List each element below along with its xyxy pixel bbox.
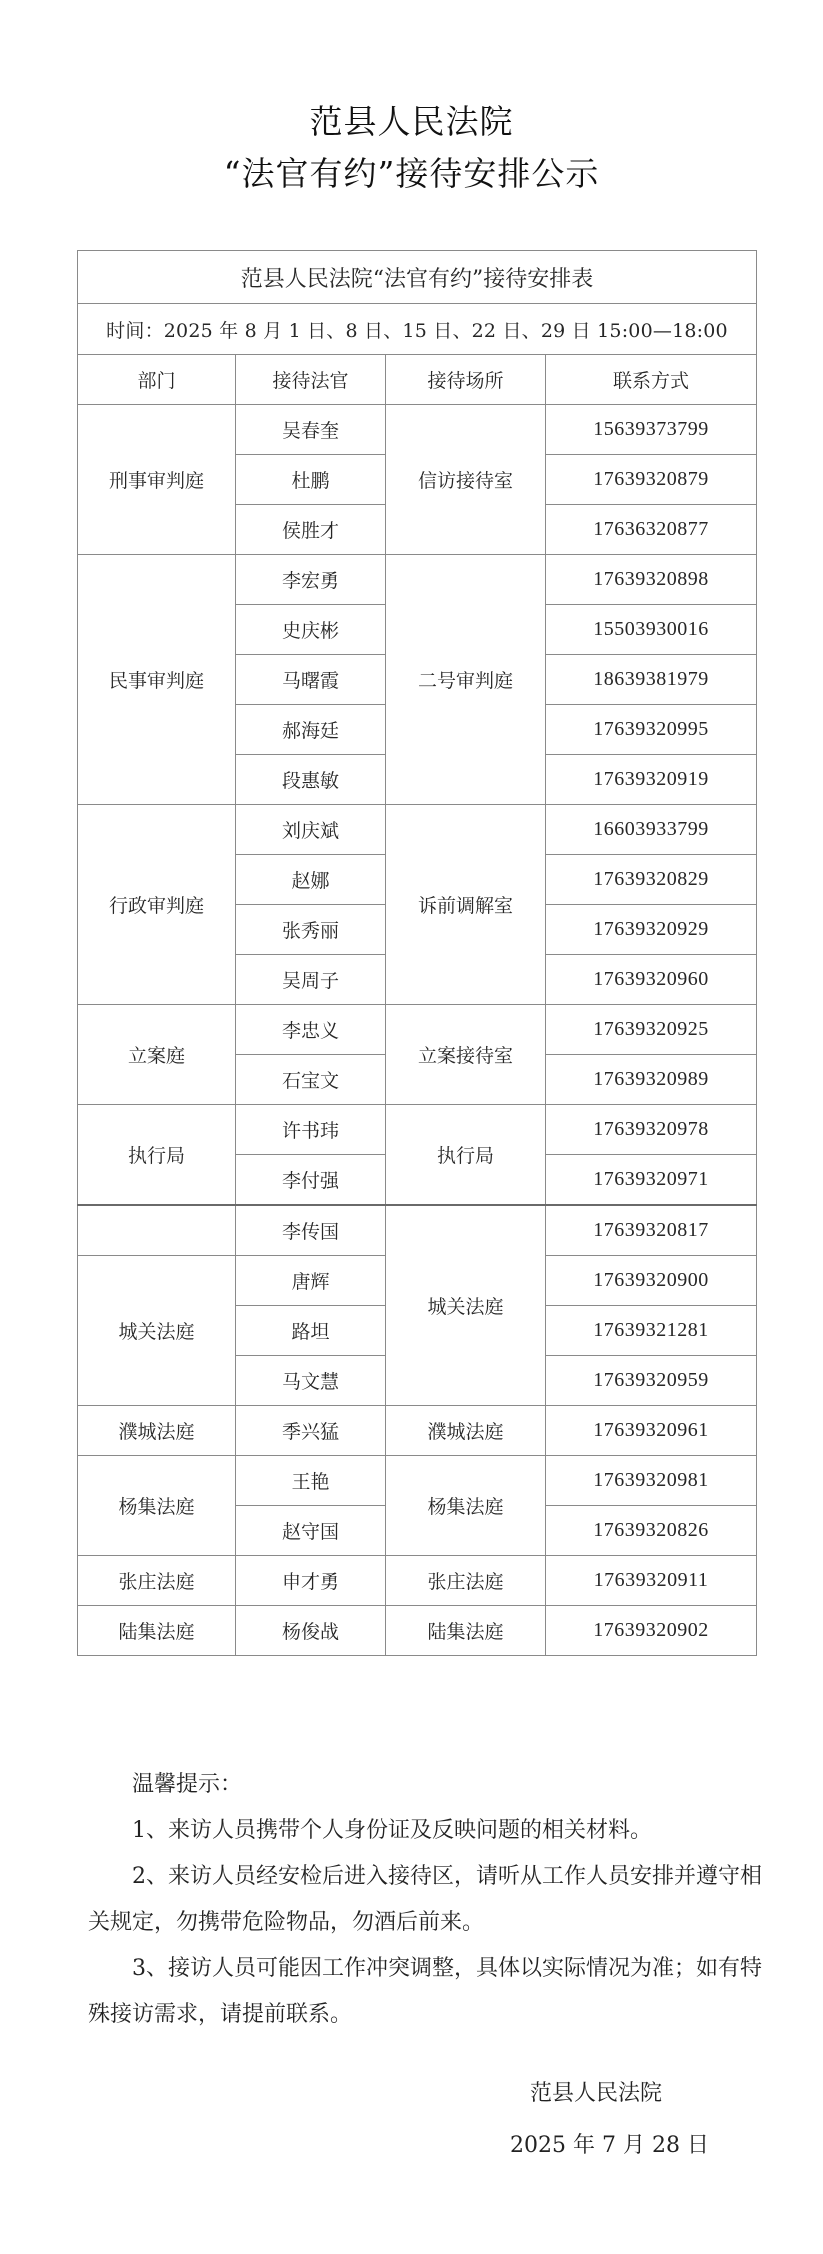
place-cell: 信访接待室 [386, 405, 546, 555]
dept-cell: 立案庭 [78, 1005, 236, 1105]
dept-cell: 民事审判庭 [78, 555, 236, 805]
dept-cell: 陆集法庭 [78, 1606, 236, 1656]
dept-cell: 张庄法庭 [78, 1556, 236, 1606]
phone-cell: 17639320829 [546, 855, 757, 905]
dept-cell: 杨集法庭 [78, 1456, 236, 1556]
column-header-phone: 联系方式 [546, 355, 757, 405]
phone-cell: 17639320925 [546, 1005, 757, 1055]
note-item-2: 2、来访人员经安检后进入接待区，请听从工作人员安排并遵守相关规定，勿携带危险物品，勿酒后前来。 [88, 1864, 762, 1935]
table-caption: 范县人民法院“法官有约”接待安排表 [78, 251, 757, 304]
judge-cell: 赵守国 [236, 1506, 386, 1556]
page-title: 范县人民法院 [309, 102, 514, 141]
judge-cell: 季兴猛 [236, 1406, 386, 1456]
phone-cell: 17639320929 [546, 905, 757, 955]
dept-cell-empty [78, 1205, 236, 1256]
judge-cell: 申才勇 [236, 1556, 386, 1606]
dept-cell: 城关法庭 [78, 1256, 236, 1406]
dept-cell: 执行局 [78, 1105, 236, 1206]
notes-section [88, 1762, 768, 2038]
place-cell: 执行局 [386, 1105, 546, 1206]
table-time-row [78, 304, 757, 355]
judge-cell: 李传国 [236, 1205, 386, 1256]
judge-cell: 王艳 [236, 1456, 386, 1506]
table-row [78, 1105, 757, 1155]
phone-cell: 17639320989 [546, 1055, 757, 1105]
dept-cell: 行政审判庭 [78, 805, 236, 1005]
phone-cell: 17639320902 [546, 1606, 757, 1656]
table-caption-row [78, 251, 757, 304]
phone-cell: 17639320971 [546, 1155, 757, 1206]
place-cell: 二号审判庭 [386, 555, 546, 805]
judge-cell: 吴周子 [236, 955, 386, 1005]
judge-cell: 吴春奎 [236, 405, 386, 455]
phone-cell: 17639320919 [546, 755, 757, 805]
dept-cell: 濮城法庭 [78, 1406, 236, 1456]
table-row [78, 1005, 757, 1055]
phone-cell: 17639320995 [546, 705, 757, 755]
dept-cell: 刑事审判庭 [78, 405, 236, 555]
signature-org: 范县人民法院 [530, 2081, 663, 2106]
judge-cell: 马曙霞 [236, 655, 386, 705]
judge-cell: 李付强 [236, 1155, 386, 1206]
judge-cell: 许书玮 [236, 1105, 386, 1155]
phone-cell: 17639320898 [546, 555, 757, 605]
table-row [78, 1456, 757, 1506]
note-item-1: 1、来访人员携带个人身份证及反映问题的相关材料。 [132, 1818, 652, 1843]
phone-cell: 17639320961 [546, 1406, 757, 1456]
phone-cell: 17639320978 [546, 1105, 757, 1155]
table-row [78, 405, 757, 455]
judge-cell: 侯胜才 [236, 505, 386, 555]
phone-cell: 17639320826 [546, 1506, 757, 1556]
phone-cell: 17639320900 [546, 1256, 757, 1306]
notes-heading: 温馨提示： [132, 1772, 243, 1797]
judge-cell: 马文慧 [236, 1356, 386, 1406]
judge-cell: 郝海廷 [236, 705, 386, 755]
place-cell: 陆集法庭 [386, 1606, 546, 1656]
place-cell: 诉前调解室 [386, 805, 546, 1005]
column-header-judge: 接待法官 [236, 355, 386, 405]
judge-cell: 杜鹏 [236, 455, 386, 505]
phone-cell: 17636320877 [546, 505, 757, 555]
phone-cell: 17639321281 [546, 1306, 757, 1356]
note-item-3: 3、接访人员可能因工作冲突调整，具体以实际情况为准；如有特殊接访需求，请提前联系。 [88, 1956, 762, 2027]
schedule-table-body [78, 251, 757, 1656]
phone-cell: 18639381979 [546, 655, 757, 705]
place-cell: 城关法庭 [386, 1205, 546, 1406]
judge-cell: 赵娜 [236, 855, 386, 905]
table-row [78, 1606, 757, 1656]
judge-cell: 李宏勇 [236, 555, 386, 605]
table-row [78, 1406, 757, 1456]
judge-cell: 石宝文 [236, 1055, 386, 1105]
phone-cell: 17639320817 [546, 1205, 757, 1256]
column-header-place: 接待场所 [386, 355, 546, 405]
table-row [78, 555, 757, 605]
table-row [78, 1556, 757, 1606]
judge-cell: 刘庆斌 [236, 805, 386, 855]
place-cell: 濮城法庭 [386, 1406, 546, 1456]
phone-cell: 16603933799 [546, 805, 757, 855]
place-cell: 立案接待室 [386, 1005, 546, 1105]
table-row [78, 1205, 757, 1256]
phone-cell: 15639373799 [546, 405, 757, 455]
place-cell: 张庄法庭 [386, 1556, 546, 1606]
phone-cell: 17639320959 [546, 1356, 757, 1406]
judge-cell: 张秀丽 [236, 905, 386, 955]
judge-cell: 路坦 [236, 1306, 386, 1356]
signature-date: 2025 年 7 月 28 日 [510, 2133, 709, 2158]
judge-cell: 李忠义 [236, 1005, 386, 1055]
table-header-row [78, 355, 757, 405]
table-time: 时间：2025 年 8 月 1 日、8 日、15 日、22 日、29 日 15:00—18:00 [78, 304, 757, 355]
phone-cell: 15503930016 [546, 605, 757, 655]
phone-cell: 17639320960 [546, 955, 757, 1005]
judge-cell: 段惠敏 [236, 755, 386, 805]
judge-cell: 唐辉 [236, 1256, 386, 1306]
page-subtitle: “法官有约”接待安排公示 [223, 154, 600, 193]
judge-cell: 杨俊战 [236, 1606, 386, 1656]
phone-cell: 17639320911 [546, 1556, 757, 1606]
table-row [78, 805, 757, 855]
schedule-table [77, 250, 757, 1656]
column-header-dept: 部门 [78, 355, 236, 405]
place-cell: 杨集法庭 [386, 1456, 546, 1556]
phone-cell: 17639320981 [546, 1456, 757, 1506]
phone-cell: 17639320879 [546, 455, 757, 505]
judge-cell: 史庆彬 [236, 605, 386, 655]
